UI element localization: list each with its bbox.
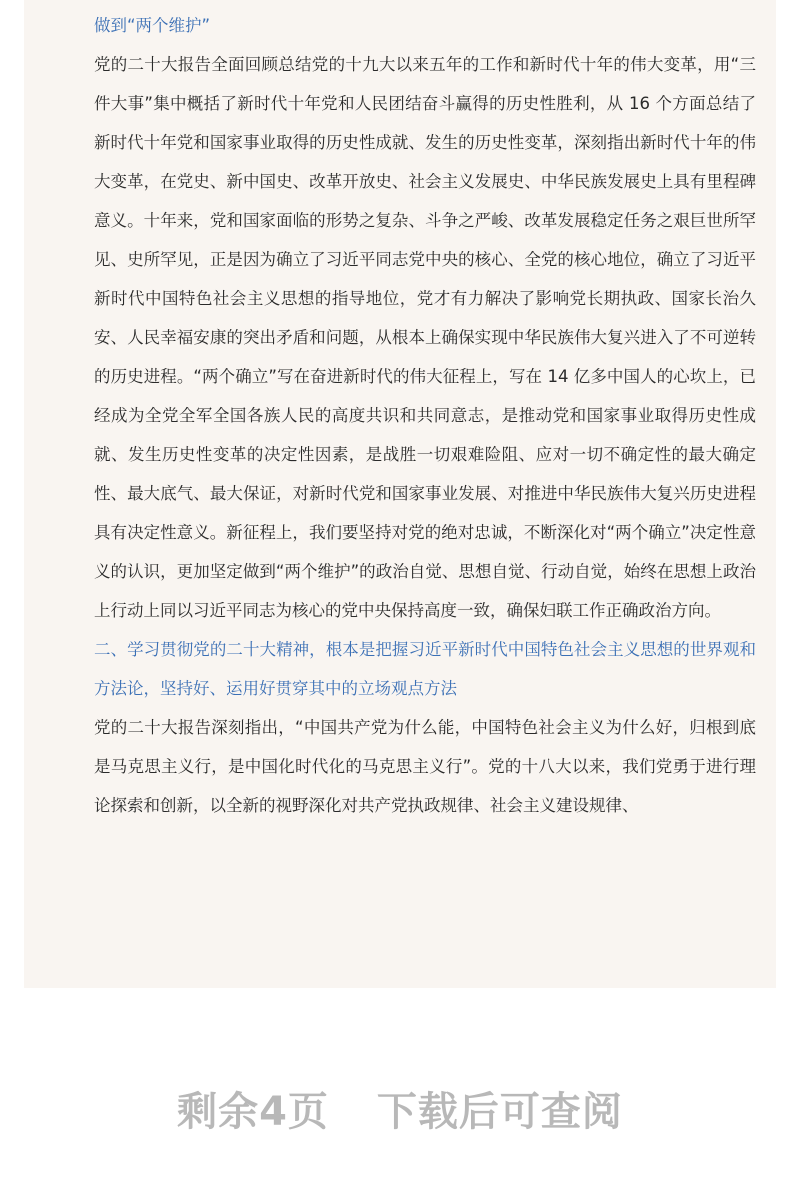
download-to-view-label: 下载后可查阅 <box>376 1089 623 1135</box>
body-paragraph: 党的二十大报告全面回顾总结党的十九大以来五年的工作和新时代十年的伟大变革，用“三件大事”集中概括了新时代十年党和人民团结奋斗赢得的历史性胜利，从 16 个方面总结了新时代十年党和国家事业取得的历史性成就、发生的历史性变革，深刻指出新时代十年的伟大变革，在党史、新中国史、改革开放史、社会主义发展史、中华民族发展史上具有里程碑意义。十年来，党和国家面临的形势之复杂、斗争之严峻、改革发展稳定任务之艰巨世所罕见、史所罕见，正是因为确立了习近平同志党中央的核心、全党的核心地位，确立了习近平新时代中国特色社会主义思想的指导地位，党才有力解决了影响党长期执政、国家长治久安、人民幸福安康的突出矛盾和问题，从根本上确保实现中华民族伟大复兴进入了不可逆转的历史进程。“两个确立”写在奋进新时代的伟大征程上，写在 14 亿多中国人的心坎上，已经成为全党全军全国各族人民的高度共识和共同意志，是推动党和国家事业取得历史性成就、发生历史性变革的决定性因素，是战胜一切艰难险阻、应对一切不确定性的最大确定性、最大底气、最大保证，对新时代党和国家事业发展、对推进中华民族伟大复兴历史进程具有决定性意义。新征程上，我们要坚持对党的绝对忠诚，不断深化对“两个确立”决定性意义的认识，更加坚定做到“两个维护”的政治自觉、思想自觉、行动自觉，始终在思想上政治上行动上同以习近平同志为核心的党中央保持高度一致，确保妇联工作正确政治方向。 <box>94 55 756 620</box>
section-heading-2: 二、学习贯彻党的二十大精神，根本是把握习近平新时代中国特色社会主义思想的世界观和方法论，坚持好、运用好贯穿其中的立场观点方法 <box>94 640 756 698</box>
document-card <box>24 0 776 988</box>
remaining-pages-label: 剩余4页 <box>177 1089 329 1135</box>
document-content <box>94 6 756 825</box>
preview-limit-banner[interactable] <box>0 1080 800 1137</box>
body-paragraph: 党的二十大报告深刻指出，“中国共产党为什么能，中国特色社会主义为什么好，归根到底是马克思主义行，是中国化时代化的马克思主义行”。党的十八大以来，我们党勇于进行理论探索和创新，以全新的视野深化对共产党执政规律、社会主义建设规律、 <box>94 718 756 815</box>
section-heading-continued: 做到“两个维护” <box>94 16 211 35</box>
